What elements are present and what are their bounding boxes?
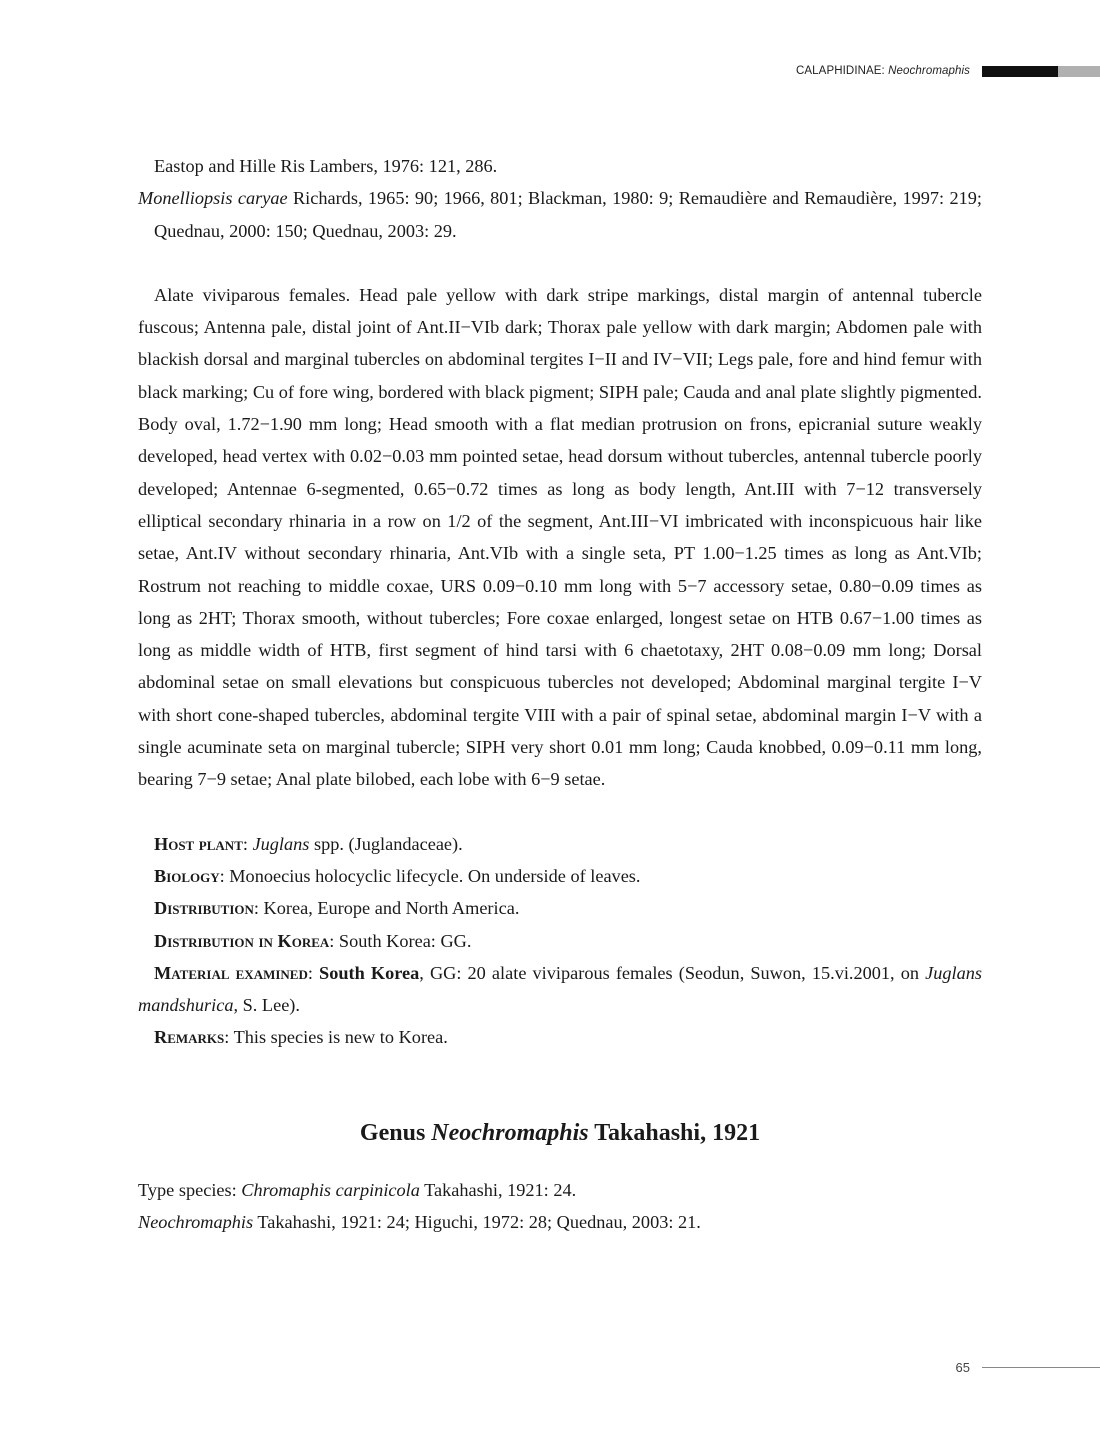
genus-reference — [138, 1206, 982, 1238]
distribution-text: : Korea, Europe and North America. — [253, 898, 520, 919]
host-plant: Host plant: Juglans spp. (Juglandaceae). — [154, 833, 463, 854]
header-bar-dark — [982, 66, 1058, 77]
distribution-label: Distribution — [154, 898, 254, 919]
remarks-label: Remarks — [154, 1027, 225, 1048]
distribution-korea — [138, 925, 982, 957]
type-species-name: Chromaphis carpinicola — [241, 1179, 420, 1200]
distribution-korea-text: : South Korea: GG. — [329, 930, 472, 951]
material-host: Juglans mandshurica — [138, 962, 982, 1016]
biology — [138, 860, 982, 892]
page-footer — [956, 1360, 1100, 1375]
genus-reference-name: Neochromaphis — [138, 1212, 254, 1233]
material-location: South Korea — [319, 962, 420, 983]
synonym-name: Monelliopsis caryae — [138, 188, 288, 209]
synonym-reference — [138, 182, 982, 247]
header-section: CALAPHIDINAE: — [796, 65, 889, 77]
genus-name: Neochromaphis — [431, 1119, 589, 1146]
page-number: 65 — [955, 1360, 970, 1375]
synonym-text: Richards, 1965: 90; 1966, 801; Blackman, 1980: 9; Remaudière and Remaudière, 1997: 219; Quednau, 2000: 150; Quednau, 2003: 29. — [154, 188, 982, 241]
type-species-ref: Takahashi, 1921: 24. — [419, 1179, 577, 1200]
header-genus: Neochromaphis — [888, 65, 970, 77]
type-species-label: Type species: — [138, 1179, 242, 1200]
running-header-text — [796, 65, 970, 77]
genus-heading — [138, 1118, 982, 1148]
running-header — [796, 64, 1100, 78]
header-bar-light — [1058, 66, 1100, 77]
host-plant-rest: spp. (Juglandaceae). — [309, 833, 463, 854]
footer-rule — [982, 1367, 1100, 1368]
genus-prefix: Genus — [359, 1119, 432, 1146]
material-collector: , S. Lee). — [233, 995, 300, 1016]
type-species — [138, 1174, 982, 1206]
material-label: Material examined — [154, 962, 308, 983]
material-examined: Material examined: South Korea, GG: 20 alate viviparous females (Seodun, Suwon, 15.vi.2001, on Juglans mandshurica, S. Lee). — [138, 962, 982, 1016]
distribution-korea-label: Distribution in Korea — [154, 930, 330, 951]
reference-line: Eastop and Hille Ris Lambers, 1976: 121, 286. — [154, 156, 498, 176]
biology-label: Biology — [154, 865, 220, 886]
genus-author: Takahashi, 1921 — [588, 1119, 761, 1146]
species-description: Alate viviparous females. Head pale yellow with dark stripe markings, distal margin of antennal tubercle fuscous; Antenna pale, distal joint of Ant.II−VIb dark; Thorax pale yellow with dark margin; Abdomen pale with blackish dorsal and marginal tubercles on abdominal tergites I−II and IV−VII; Legs pale, fore and hind femur with black marking; Cu of fore wing, bordered with black pigment; SIPH pale; Cauda and anal plate slightly pigmented. Body oval, 1.72−1.90 mm long; Head smooth with a flat median protrusion on frons, epicranial suture weakly developed, head vertex with 0.02−0.03 mm pointed setae, head dorsum without tubercles, antennal tubercle poorly developed; Antennae 6-segmented, 0.65−0.72 times as long as body length, Ant.III with 7−12 transversely elliptical secondary rhinaria in a row on 1/2 of the segment, Ant.III−VI imbricated with inconspicuous hair like setae, Ant.IV without secondary rhinaria, Ant.VIb with a single seta, PT 1.00−1.25 times as long as Ant.VIb; Rostrum not reaching to middle coxae, URS 0.09−0.10 mm long with 5−7 accessory setae, 0.80−0.09 times as long as 2HT; Thorax smooth, without tubercles; Fore coxae enlarged, longest setae on HTB 0.67−1.00 times as long as middle width of HTB, first segment of hind tarsi with 6 chaetotaxy, 2HT 0.08−0.09 mm long; Dorsal abdominal setae on small elevations but conspicuous tubercles not developed; Abdominal marginal tergite I−V with short cone-shaped tubercles, abdominal tergite VIII with a pair of spinal setae, abdominal margin I−V with a single acuminate seta on marginal tubercle; SIPH very short 0.01 mm long; Cauda knobbed, 0.09−0.11 mm long, bearing 7−9 setae; Anal plate bilobed, each lobe with 6−9 setae. — [138, 284, 982, 790]
distribution — [138, 892, 982, 924]
host-plant-genus: Juglans — [252, 833, 310, 854]
remarks-text: : This species is new to Korea. — [224, 1027, 448, 1048]
host-plant-label: Host plant — [154, 833, 243, 854]
material-text: , GG: 20 alate viviparous females (Seodun, Suwon, 15.vi.2001, on — [419, 962, 926, 983]
remarks — [138, 1021, 982, 1053]
biology-text: : Monoecius holocyclic lifecycle. On underside of leaves. — [219, 865, 641, 886]
page-content — [138, 150, 982, 1238]
genus-reference-text: Takahashi, 1921: 24; Higuchi, 1972: 28; Quednau, 2003: 21. — [253, 1212, 701, 1233]
